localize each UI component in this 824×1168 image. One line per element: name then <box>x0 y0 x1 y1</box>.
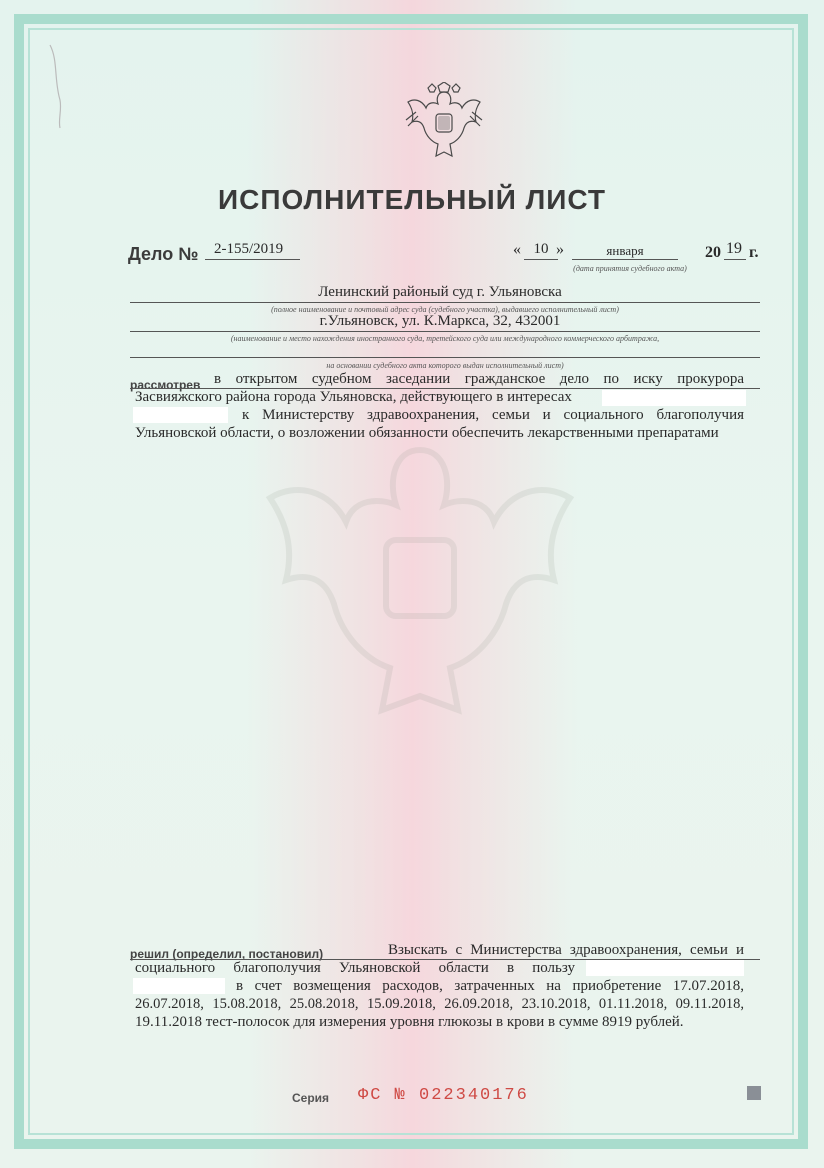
date-year-unit: г. <box>749 244 759 261</box>
foreign-court-caption: (наименование и место нахождения иностранного суда, третейского суда или международного коммерческого арбитража, <box>230 334 660 343</box>
series-label: Серия <box>292 1091 330 1105</box>
date-month-underline <box>572 259 678 260</box>
date-day: 10 <box>533 241 549 257</box>
foreign-court-underline <box>130 357 760 358</box>
decision-line-1: Взыскать с Министерства здравоохранения, семьи и <box>388 942 744 958</box>
redacted-name-3 <box>586 960 744 976</box>
date-caption: (дата принятия судебного акта) <box>573 264 687 273</box>
considered-line-4: Ульяновской области, о возложении обязанности обеспечить лекарственными препаратами <box>135 425 719 441</box>
decision-line-5: 19.11.2018 тест-полосок для измерения уровня глюкозы в крови в сумме 8919 рублей. <box>135 1014 684 1030</box>
date-year-prefix: 20 <box>705 244 721 261</box>
case-number: 2-155/2019 <box>214 241 284 257</box>
staple-mark-icon <box>40 40 80 130</box>
decision-line-3: в счет возмещения расходов, затраченных на приобретение 17.07.2018, <box>236 978 744 994</box>
date-day-underline <box>524 259 558 260</box>
case-label: Дело № <box>128 244 199 264</box>
court-name-underline <box>130 302 760 303</box>
decision-line-2: социального благополучия Ульяновской области в пользу <box>135 960 575 976</box>
redacted-name-1 <box>602 390 746 406</box>
foreign-act-caption: на основании судебного акта которого выдан исполнительный лист) <box>326 361 564 370</box>
decision-label: решил (определил, постановил) <box>130 947 324 961</box>
court-address-underline <box>130 331 760 332</box>
date-close-quote: » <box>556 241 564 258</box>
considered-line-3: к Министерству здравоохранения, семьи и социального благополучия <box>242 407 744 423</box>
date-year-suffix: 19 <box>726 240 742 257</box>
corner-marker <box>747 1086 761 1100</box>
redacted-name-4 <box>133 978 225 994</box>
court-name: Ленинский районый суд г. Ульяновска <box>318 284 562 300</box>
document-title: ИСПОЛНИТЕЛЬНЫЙ ЛИСТ <box>217 184 607 215</box>
case-number-underline <box>205 259 300 260</box>
considered-line-2: Засвияжского района города Ульяновска, действующего в интересах <box>135 389 572 405</box>
court-name-caption: (полное наименование и почтовый адрес суда (судебного участка), выдавшего исполнительный лист) <box>271 305 619 314</box>
decision-line-4: 26.07.2018, 15.08.2018, 25.08.2018, 15.09.2018, 26.09.2018, 23.10.2018, 01.11.2018, 09.11.2018, <box>135 996 744 1012</box>
court-address: г.Ульяновск, ул. К.Маркса, 32, 432001 <box>319 313 561 329</box>
date-month: января <box>606 243 644 258</box>
series-number: ФС № 022340176 <box>358 1086 529 1105</box>
coat-of-arms-emblem <box>398 82 490 164</box>
considered-line-1: в открытом судебном заседании гражданское дело по иску прокурора <box>214 371 744 387</box>
considered-label: рассмотрев <box>130 378 201 392</box>
watermark-eagle-icon <box>230 420 610 720</box>
date-year-underline <box>724 259 746 260</box>
redacted-name-2 <box>133 407 228 423</box>
date-open-quote: « <box>513 241 521 258</box>
